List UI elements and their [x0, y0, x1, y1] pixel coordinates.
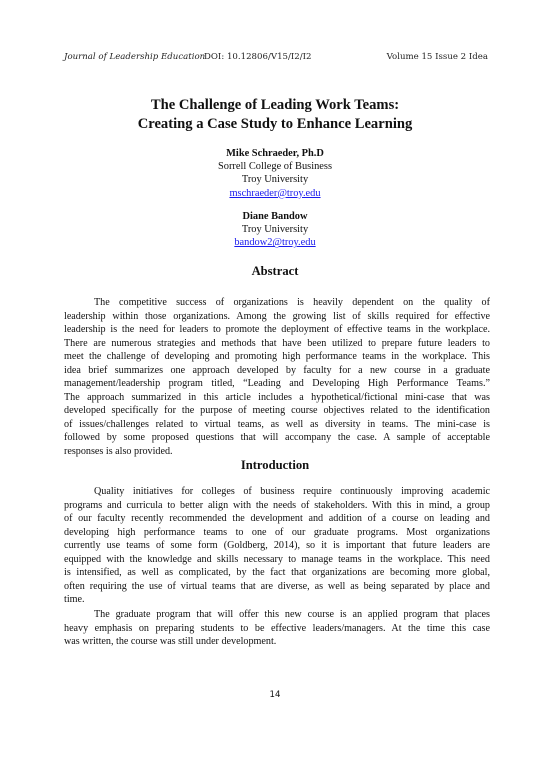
author-email-link[interactable]: mschraeder@troy.edu [229, 187, 321, 199]
text-line: leadership within those organizations. Among the growing list of skills required for effective [64, 310, 490, 322]
article-title [40, 96, 510, 134]
introduction-paragraph-2 [64, 608, 490, 649]
author-block-1 [40, 147, 510, 200]
text-line: currently use teams of some form (Goldberg, 2014), so it is important that future leaders are [64, 540, 490, 552]
volume-issue-label: Volume 15 Issue 2 Idea [386, 52, 488, 62]
doi-label: DOI: 10.12806/V15/I2/I2 [204, 52, 312, 62]
journal-name: Journal of Leadership Education [64, 52, 206, 62]
text-line: leadership is the need for leaders to promote the deployment of effective teams in the workplace. [64, 324, 490, 336]
text-line: is intensified, as well as complicated, by the fact that organizations are becoming more global, [64, 567, 490, 579]
introduction-heading: Introduction [240, 458, 310, 472]
text-line: meet the challenge of developing and promoting high performance teams in the workplace. This [64, 351, 490, 363]
introduction-paragraph-1 [64, 485, 490, 607]
text-line: developing high performance teams to one of our graduate programs. Most organizations [64, 526, 490, 538]
author-affiliation: Troy University [241, 174, 309, 186]
text-line: The graduate program that will offer this new course is an applied program that places [94, 609, 490, 620]
abstract-paragraph [64, 296, 490, 459]
text-line: heavy emphasis on preparing students to be effective leaders/managers. At the time this case [64, 622, 490, 634]
text-line: The competitive success of organizations is heavily dependent on the quality of [94, 297, 490, 308]
text-line: of our faculty recently recommended the development and addition of a course on leading and [64, 513, 490, 525]
text-line: of issues/challenges related to virtual teams, as well as diversity in teams. The mini-case is [64, 418, 490, 430]
author-email-link[interactable]: bandow2@troy.edu [234, 237, 316, 249]
title-line-1: The Challenge of Leading Work Teams: [150, 97, 400, 113]
author-affiliation: Troy University [241, 224, 309, 236]
text-line: equipped with the knowledge and skills necessary to manage teams in the workplace. This need [64, 553, 490, 565]
text-line: There are numerous strategies and methods that have been utilized to prepare future leaders to [64, 337, 490, 349]
text-line: developed specifically for the purpose of meeting course objectives related to the identification [64, 405, 490, 417]
text-line: responses is also provided. [64, 446, 173, 458]
text-line: idea brief summarizes one approach developed by faculty for a new course in a graduate [64, 364, 490, 376]
text-line: often requiring the use of virtual teams that are diverse, as well as being separated by place and [64, 580, 490, 592]
page-number: 14 [269, 690, 281, 700]
text-line: was written, the course was still under development. [64, 636, 277, 648]
author-block-2 [40, 210, 510, 250]
text-line: Quality initiatives for colleges of business require continuously improving academic [94, 486, 490, 497]
text-line: The approach summarized in this article includes a hypothetical/fictional mini-case that was [64, 391, 490, 403]
text-line: programs and curricula to better align with the needs of stakeholders. With this in mind, a group [64, 499, 490, 511]
author-name: Mike Schraeder, Ph.D [226, 148, 324, 159]
abstract-heading: Abstract [251, 264, 299, 278]
text-line: followed by some proposed questions that will accompany the case. A sample of acceptable [64, 432, 490, 444]
author-affiliation: Sorrell College of Business [218, 161, 332, 173]
text-line: management/leadership program titled, “Leading and Developing High Performance Teams.” [64, 378, 490, 390]
author-name: Diane Bandow [242, 211, 308, 222]
text-line: time. [64, 594, 85, 606]
title-line-2: Creating a Case Study to Enhance Learning [137, 116, 413, 132]
